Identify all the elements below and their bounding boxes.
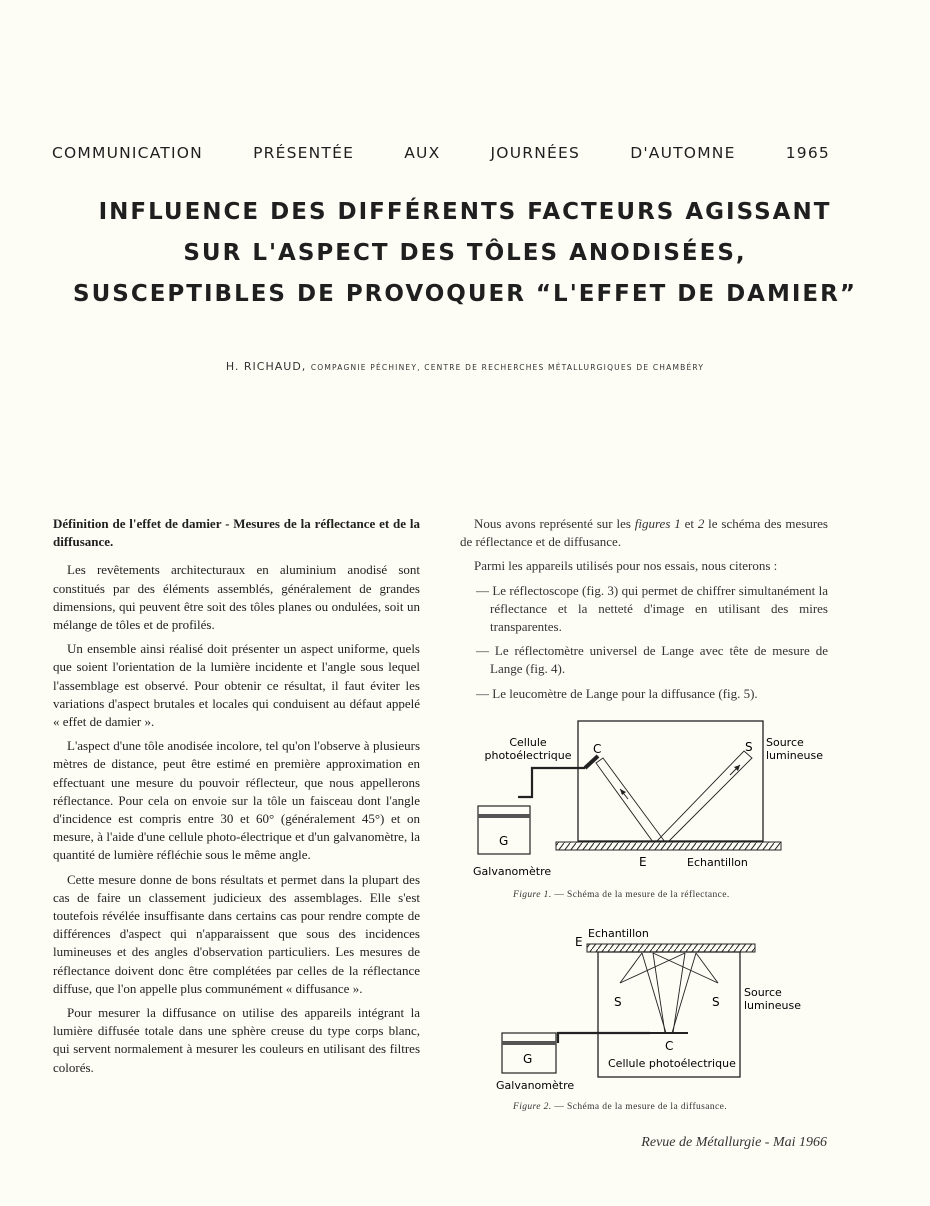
caption-text: — Schéma de la mesure de la diffusance. (551, 1102, 728, 1112)
sample-strip (556, 842, 781, 850)
source-label: Source (766, 736, 804, 749)
e-label: E (575, 935, 583, 949)
caption-label: Figure 1. (513, 890, 552, 900)
figure-1-caption (513, 890, 730, 900)
c-label: C (665, 1039, 674, 1053)
cable (558, 1033, 650, 1043)
list-intro: Parmi les appareils utilisés pour nos essais, nous citerons : (474, 558, 778, 574)
figure-1-diagram (468, 715, 824, 880)
enclosure-box (578, 721, 763, 841)
c-label: C (593, 742, 602, 756)
caption-text: — Schéma de la mesure de la réflectance. (551, 890, 730, 900)
header-word: PRÉSENTÉE (253, 144, 355, 162)
source-label: lumineuse (744, 999, 802, 1012)
header-word: AUX (404, 144, 441, 162)
paragraph: Les revêtements architecturaux en aluminium anodisé sont constitués par des éléments assemblés, généralement de grandes dimensions, qui peuvent être soit des tôles planes ou ondulées, soit un mélange de tôles et de profilés. (53, 562, 420, 633)
list-item: — Le leucomètre de Lange pour la diffusance (fig. 5). (476, 685, 758, 701)
right-column (460, 515, 828, 709)
cell-label: Cellule (509, 736, 547, 749)
e-label: E (639, 855, 647, 869)
s-right-label: S (712, 995, 720, 1009)
g-label: G (523, 1052, 533, 1066)
intro-figure-ref: 2 (697, 516, 705, 531)
figure-2-caption (513, 1102, 727, 1112)
left-column (53, 515, 420, 1083)
header-word: D'AUTOMNE (630, 144, 736, 162)
galvanometer-label: Galvanomètre (473, 865, 552, 878)
incident-beam (656, 751, 752, 842)
source-label: Source (744, 986, 782, 999)
cable (518, 768, 585, 797)
header-word: 1965 (785, 144, 830, 162)
header-word: COMMUNICATION (52, 144, 203, 162)
paragraph: Un ensemble ainsi réalisé doit présenter un aspect uniforme, quels que soient l'orientation de la lumière incidente et l'angle sous lequel l'assemblage est observé. Pour obtenir ce résultat, il faut éviter les variations d'aspect brutales et locales qui conduisent au défaut appelé « effet de damier ». (53, 641, 420, 730)
intro-text: et (680, 516, 698, 531)
header-word: JOURNÉES (490, 144, 581, 162)
journal-footer: Revue de Métallurgie - Mai 1966 (641, 1135, 827, 1150)
intro-text: Nous avons représenté sur les (474, 516, 635, 531)
intro-text: le schéma des mesures de réflectance et de diffusance. (460, 516, 828, 550)
title-line-2: SUR L'ASPECT DES TÔLES ANODISÉES, (183, 240, 747, 266)
sample-label: Echantillon (588, 927, 649, 940)
title-line-3: SUSCEPTIBLES DE PROVOQUER “L'EFFET DE DAMIER” (73, 281, 857, 307)
sample-label: Echantillon (687, 856, 748, 869)
list-item: — Le réflectoscope (fig. 3) qui permet de chiffrer simultanément la réflectance et la netteté d'image en utilisant des mires transparentes. (476, 582, 828, 635)
section-heading: Définition de l'effet de damier - Mesures de la réflectance et de la diffusance. (53, 516, 420, 550)
source-label: lumineuse (766, 749, 824, 762)
s-left-label: S (614, 995, 622, 1009)
author-affiliation: COMPAGNIE PÉCHINEY, CENTRE DE RECHERCHES MÉTALLURGIQUES DE CHAMBÉRY (310, 363, 705, 372)
cell-label: Cellule photoélectrique (608, 1057, 736, 1070)
galvanometer-label: Galvanomètre (496, 1079, 575, 1092)
list-item: — Le réflectomètre universel de Lange avec tête de mesure de Lange (fig. 4). (476, 643, 828, 677)
paragraph: L'aspect d'une tôle anodisée incolore, tel qu'on l'observe à plusieurs mètres de distance, peut être estimé en première approximation en effectuant une mesure du pouvoir réflecteur, que nous appellerons réflectance. Pour cela on envoie sur la tôle un faisceau dont l'angle d'incidence est compris entre 30 et 60° (généralement 45°) et on mesure, à l'aide d'une cellule photo-électrique et d'un galvanomètre, la quantité de lumière réfléchie sous le même angle. (53, 738, 420, 863)
intro-figure-ref: figures 1 (634, 516, 681, 531)
s-label: S (745, 740, 753, 754)
g-label: G (499, 834, 509, 848)
title-line-1: INFLUENCE DES DIFFÉRENTS FACTEURS AGISSANT (98, 199, 832, 225)
author-line (0, 360, 930, 373)
intro-paragraph (460, 515, 828, 551)
caption-label: Figure 2. (513, 1102, 552, 1112)
reflected-beam (596, 758, 665, 842)
author-name: H. RICHAUD, (225, 360, 307, 373)
figure-2-diagram (490, 925, 810, 1097)
conference-header (52, 144, 830, 162)
paragraph: Pour mesurer la diffusance on utilise des appareils intégrant la lumière diffusée totale dans une sphère creuse du type corps blanc, qui servent normalement à mesurer les couleurs en utilisant des filtres colorés. (53, 1005, 420, 1075)
paragraph: Cette mesure donne de bons résultats et permet dans la plupart des cas de faire un classement judicieux des assemblages. Elle s'est toutefois révélée insuffisante dans certains cas pour rendre compte de différences d'aspect qui n'apparaissent que sous des incidences lumineuses et des angles d'observation particuliers. Les mesures de réflectance doivent donc être complétées par celles de la réflectance diffuse, que l'on appelle plus communément « diffusance ». (53, 871, 420, 996)
sample-strip (587, 944, 755, 952)
cell-label: photoélectrique (484, 749, 572, 762)
photocell (585, 756, 598, 768)
